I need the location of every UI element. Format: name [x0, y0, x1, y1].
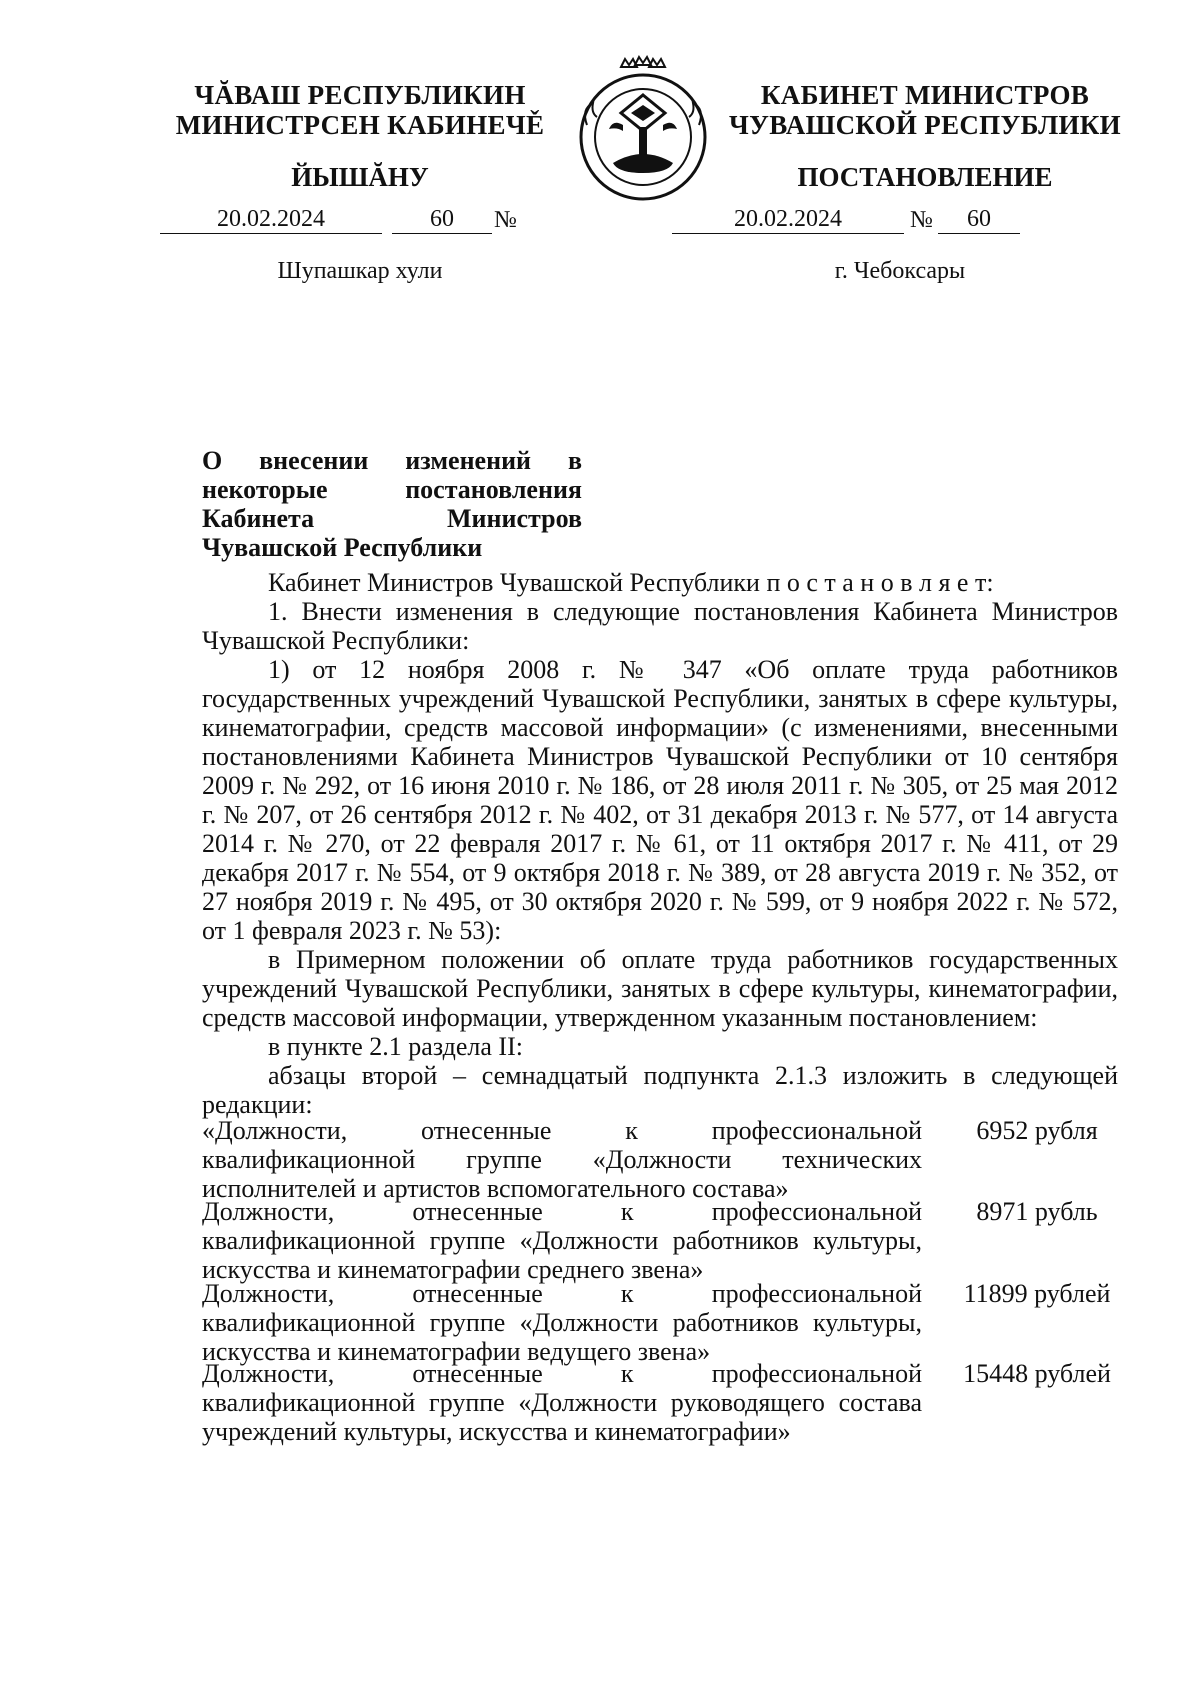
- body-paragraph-5: абзацы второй – семнадцатый подпункта 2.1.3 изложить в следующей редакции:: [202, 1061, 1118, 1119]
- document-title: О внесении изменений в некоторые постановления Кабинета Министров Чувашской Республики: [202, 446, 582, 562]
- right-date-field: 20.02.2024: [672, 205, 904, 234]
- rate-row-value: 8971 рубль: [976, 1197, 1098, 1226]
- rate-row: [202, 1116, 1118, 1203]
- document-body: [202, 568, 1118, 1119]
- left-number-field: 60: [392, 205, 492, 234]
- left-city: Шупашкар хули: [277, 258, 443, 284]
- header-left-doc-type: ЙЫШĂНУ: [291, 162, 429, 192]
- rate-row-value: 6952 рубля: [976, 1116, 1098, 1145]
- right-number-field: 60: [938, 205, 1020, 234]
- header-right-authority: [725, 80, 1125, 140]
- body-intro: Кабинет Министров Чувашской Республики п о с т а н о в л я е т:: [268, 568, 994, 597]
- header-right-doc-type: ПОСТАНОВЛЕНИЕ: [797, 162, 1053, 192]
- rate-row: [202, 1279, 1118, 1366]
- body-paragraph-2: 1) от 12 ноября 2008 г. № 347 «Об оплате труда работников государственных учреждений Чувашской Республики, занятых в сфере культуры, кинематографии, средств массовой информации» (с изменениями, внесенными постановлениями Кабинета Министров Чувашской Республики от 10 сентября 2009 г. № 292, от 16 июня 2010 г. № 186, от 28 июля 2011 г. № 305, от 25 мая 2012 г. № 207, от 26 сентября 2012 г. № 402, от 31 декабря 2013 г. № 577, от 14 августа 2014 г. № 270, от 22 февраля 2017 г. № 61, от 11 октября 2017 г. № 411, от 29 декабря 2017 г. № 554, от 9 октября 2018 г. № 389, от 28 августа 2019 г. № 352, от 27 ноября 2019 г. № 495, от 30 октября 2020 г. № 599, от 9 ноября 2022 г. № 572, от 1 февраля 2023 г. № 53):: [202, 655, 1118, 945]
- rate-row: [202, 1197, 1118, 1284]
- body-paragraph-1: 1. Внести изменения в следующие постановления Кабинета Министров Чувашской Республики:: [202, 597, 1118, 655]
- rate-row-text: Должности, отнесенные к профессиональной квалификационной группе «Должности работников культуры, искусства и кинематографии среднего звена»: [202, 1197, 922, 1284]
- right-city: г. Чебоксары: [834, 258, 966, 284]
- right-number-sign: №: [910, 207, 933, 233]
- rate-row-value: 11899 рублей: [963, 1279, 1111, 1308]
- chuvash-republic-emblem-icon: [573, 55, 713, 205]
- rate-row-value: 15448 рублей: [963, 1359, 1111, 1388]
- body-paragraph-3: в Примерном положении об оплате труда работников государственных учреждений Чувашской Республики, занятых в сфере культуры, кинематографии, средств массовой информации, утвержденном указанным постановлением:: [202, 945, 1118, 1032]
- header-left-line1: ЧĂВАШ РЕСПУБЛИКИН: [194, 80, 526, 110]
- left-date-field: 20.02.2024: [160, 205, 382, 234]
- left-number-sign: №: [494, 207, 517, 233]
- header-left-authority: [160, 80, 560, 140]
- rate-row-text: Должности, отнесенные к профессиональной квалификационной группе «Должности работников культуры, искусства и кинематографии ведущего звена»: [202, 1279, 922, 1366]
- header-left-line2: МИНИСТРСЕН КАБИНЕЧĚ: [175, 110, 545, 140]
- rate-row-text: «Должности, отнесенные к профессиональной квалификационной группе «Должности технических исполнителей и артистов вспомогательного состава»: [202, 1116, 922, 1203]
- rate-row-text: Должности, отнесенные к профессиональной квалификационной группе «Должности руководящего состава учреждений культуры, искусства и кинематографии»: [202, 1359, 922, 1446]
- header-right-line1: КАБИНЕТ МИНИСТРОВ: [760, 80, 1090, 110]
- header-right-line2: ЧУВАШСКОЙ РЕСПУБЛИКИ: [729, 110, 1121, 140]
- rate-row: [202, 1359, 1118, 1446]
- body-paragraph-4: в пункте 2.1 раздела II:: [268, 1032, 523, 1061]
